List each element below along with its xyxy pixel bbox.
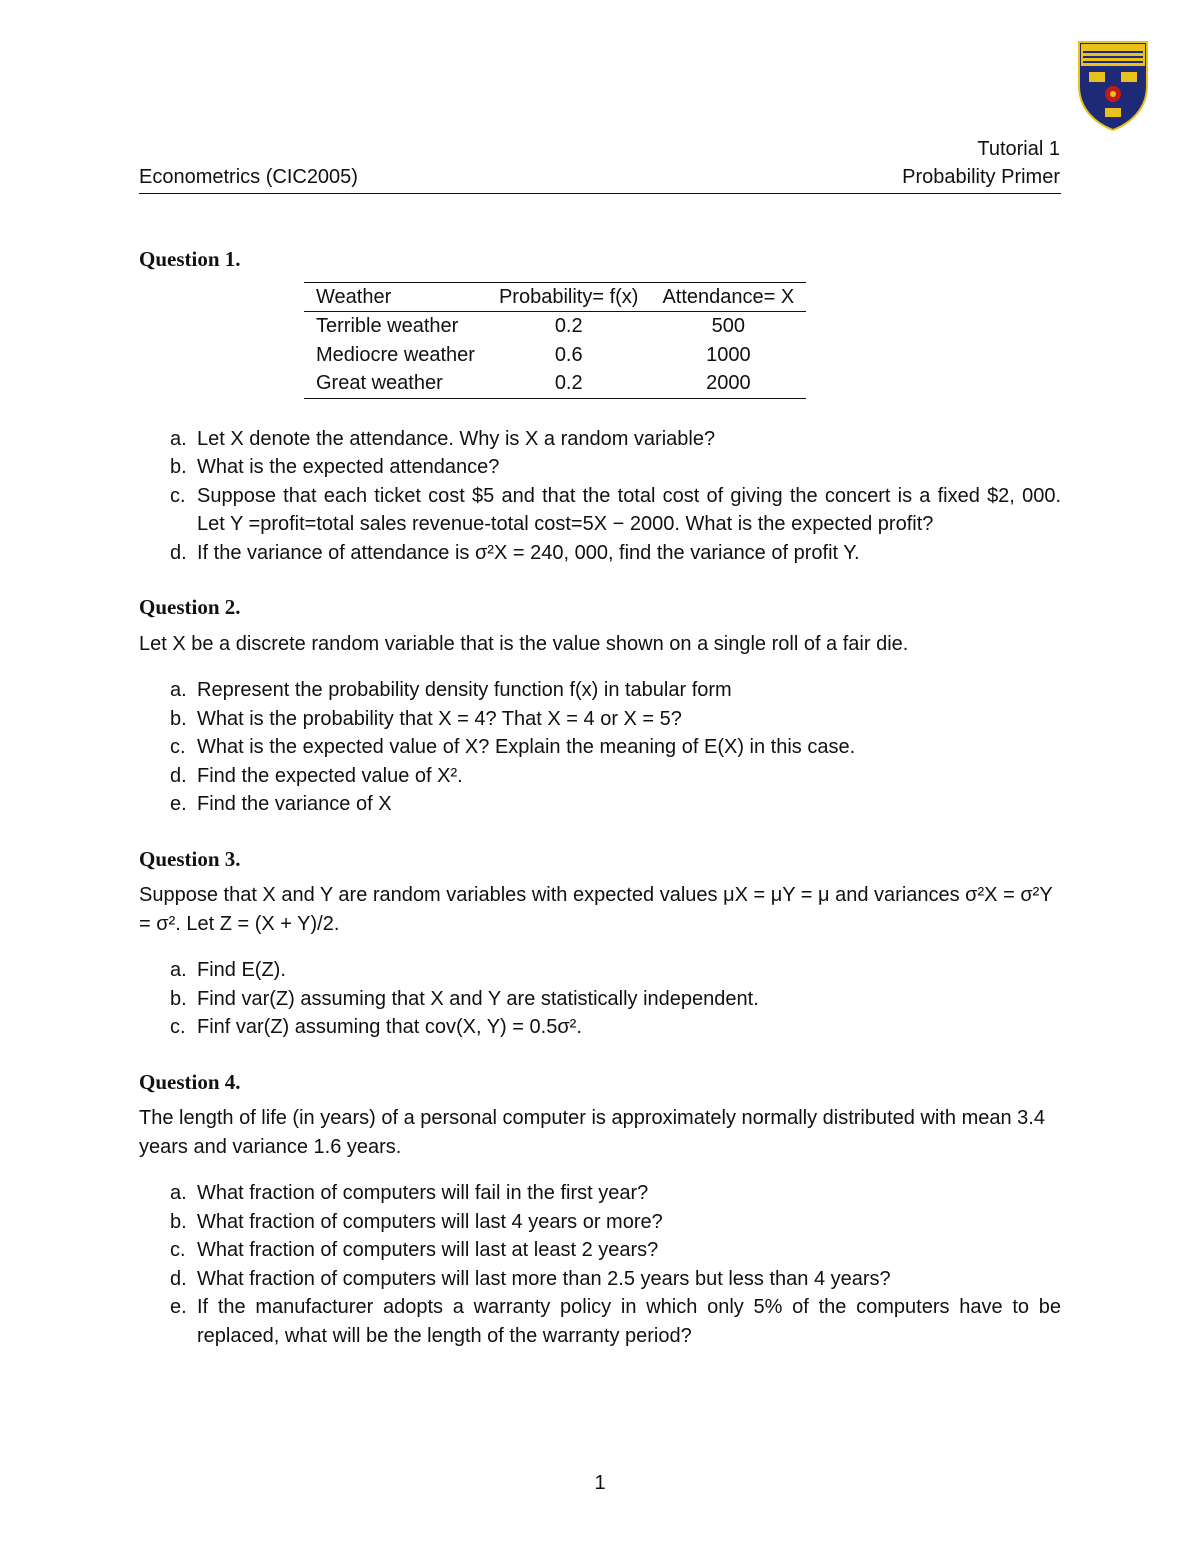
item-text: Finf var(Z) assuming that cov(X, Y) = 0.5σ². [197, 1016, 582, 1038]
item-text: What is the expected value of X? Explain the meaning of E(X) in this case. [197, 736, 856, 758]
item-label: a. [170, 427, 187, 450]
question-1-items [139, 425, 1061, 568]
item-text: What is the probability that X = 4? That X = 4 or X = 5? [197, 707, 682, 730]
table-header-attendance: Attendance= X [662, 285, 795, 308]
list-item [139, 676, 1061, 705]
table-cell: Terrible weather [316, 315, 459, 337]
question-1-title: Question 1. [139, 247, 241, 271]
table-cell: 500 [711, 315, 746, 337]
question-2-items [139, 676, 1061, 819]
item-label: a. [170, 679, 187, 701]
item-text: What fraction of computers will last 4 years or more? [197, 1210, 663, 1233]
question-3-intro: Suppose that X and Y are random variables with expected values μX = μY = μ and variances σ²X = σ²Y = σ². Let Z = (X + Y)/2. [139, 884, 1053, 935]
table-row [304, 312, 806, 341]
list-item [139, 1013, 1061, 1042]
list-item [139, 425, 1061, 454]
item-text: What fraction of computers will last more than 2.5 years but less than 4 years? [197, 1267, 891, 1290]
item-label: a. [170, 1182, 187, 1204]
header-rule [139, 193, 1061, 194]
item-label: e. [170, 793, 187, 815]
list-item [139, 1179, 1061, 1208]
question-4-intro: The length of life (in years) of a personal computer is approximately normally distributed with mean 3.4 years and variance 1.6 years. [139, 1107, 1045, 1158]
list-item [139, 1265, 1061, 1294]
list-item [139, 762, 1061, 791]
table-row [304, 341, 806, 370]
item-label: d. [170, 764, 187, 787]
table-cell: 0.6 [554, 343, 583, 366]
course-title: Econometrics (CIC2005) [139, 166, 358, 188]
item-label: c. [170, 1239, 186, 1261]
item-label: b. [170, 987, 187, 1010]
question-2-intro: Let X be a discrete random variable that is the value shown on a single roll of a fair die. [139, 632, 909, 655]
list-item [139, 539, 1061, 568]
table-cell: Mediocre weather [316, 343, 475, 366]
item-label: c. [170, 484, 186, 507]
list-item [139, 453, 1061, 482]
list-item [139, 482, 1061, 539]
item-label: b. [170, 707, 187, 730]
item-text: Find the variance of X [197, 793, 392, 815]
table-header-probability: Probability= f(x) [498, 285, 639, 308]
table-row [304, 369, 806, 398]
list-item [139, 705, 1061, 734]
list-item [139, 790, 1061, 819]
question-4-items [139, 1179, 1061, 1350]
question-3-items [139, 956, 1061, 1042]
item-text: What fraction of computers will fail in the first year? [197, 1182, 649, 1204]
item-text: Represent the probability density function f(x) in tabular form [197, 679, 732, 701]
item-text: Find E(Z). [197, 959, 286, 981]
item-text: What is the expected attendance? [197, 456, 500, 478]
item-label: c. [170, 1016, 186, 1038]
item-label: c. [170, 736, 186, 758]
item-label: b. [170, 456, 187, 478]
table-cell: 0.2 [554, 372, 583, 394]
item-label: e. [170, 1296, 187, 1318]
item-text: Find var(Z) assuming that X and Y are statistically independent. [197, 987, 759, 1010]
tutorial-topic: Probability Primer [902, 166, 1060, 188]
list-item [139, 733, 1061, 762]
question-3-title: Question 3. [139, 846, 241, 871]
question-4-title: Question 4. [139, 1069, 241, 1094]
page-number: 1 [594, 1472, 606, 1494]
item-text: What fraction of computers will last at least 2 years? [197, 1239, 659, 1261]
university-crest-logo [1077, 40, 1149, 132]
document-body [139, 245, 1061, 1376]
list-item [139, 1293, 1061, 1350]
table-cell: 1000 [706, 343, 751, 366]
tutorial-number: Tutorial 1 [977, 138, 1060, 160]
list-item [139, 985, 1061, 1014]
item-label: a. [170, 959, 187, 981]
item-text: Let X denote the attendance. Why is X a random variable? [197, 427, 716, 450]
item-text: If the variance of attendance is σ²X = 240, 000, find the variance of profit Y. [197, 541, 860, 564]
list-item [139, 1208, 1061, 1237]
list-item [139, 1236, 1061, 1265]
weather-table [304, 282, 806, 399]
list-item [139, 956, 1061, 985]
item-label: d. [170, 1267, 187, 1290]
item-label: d. [170, 541, 187, 564]
item-text: Find the expected value of X². [197, 764, 463, 787]
item-text: Suppose that each ticket cost $5 and that the total cost of giving the concert is a fixed $2, 000. Let Y =profit=total sales revenue-total cost=5X − 2000. What is the expected profit? [197, 484, 1061, 535]
table-cell: 2000 [706, 372, 751, 394]
table-cell: Great weather [316, 372, 443, 394]
table-header-weather: Weather [316, 285, 392, 308]
item-label: b. [170, 1210, 187, 1233]
item-text: If the manufacturer adopts a warranty policy in which only 5% of the computers have to be replaced, what will be the length of the warranty period? [197, 1296, 1061, 1347]
question-2-title: Question 2. [139, 595, 241, 619]
table-cell: 0.2 [554, 315, 583, 337]
